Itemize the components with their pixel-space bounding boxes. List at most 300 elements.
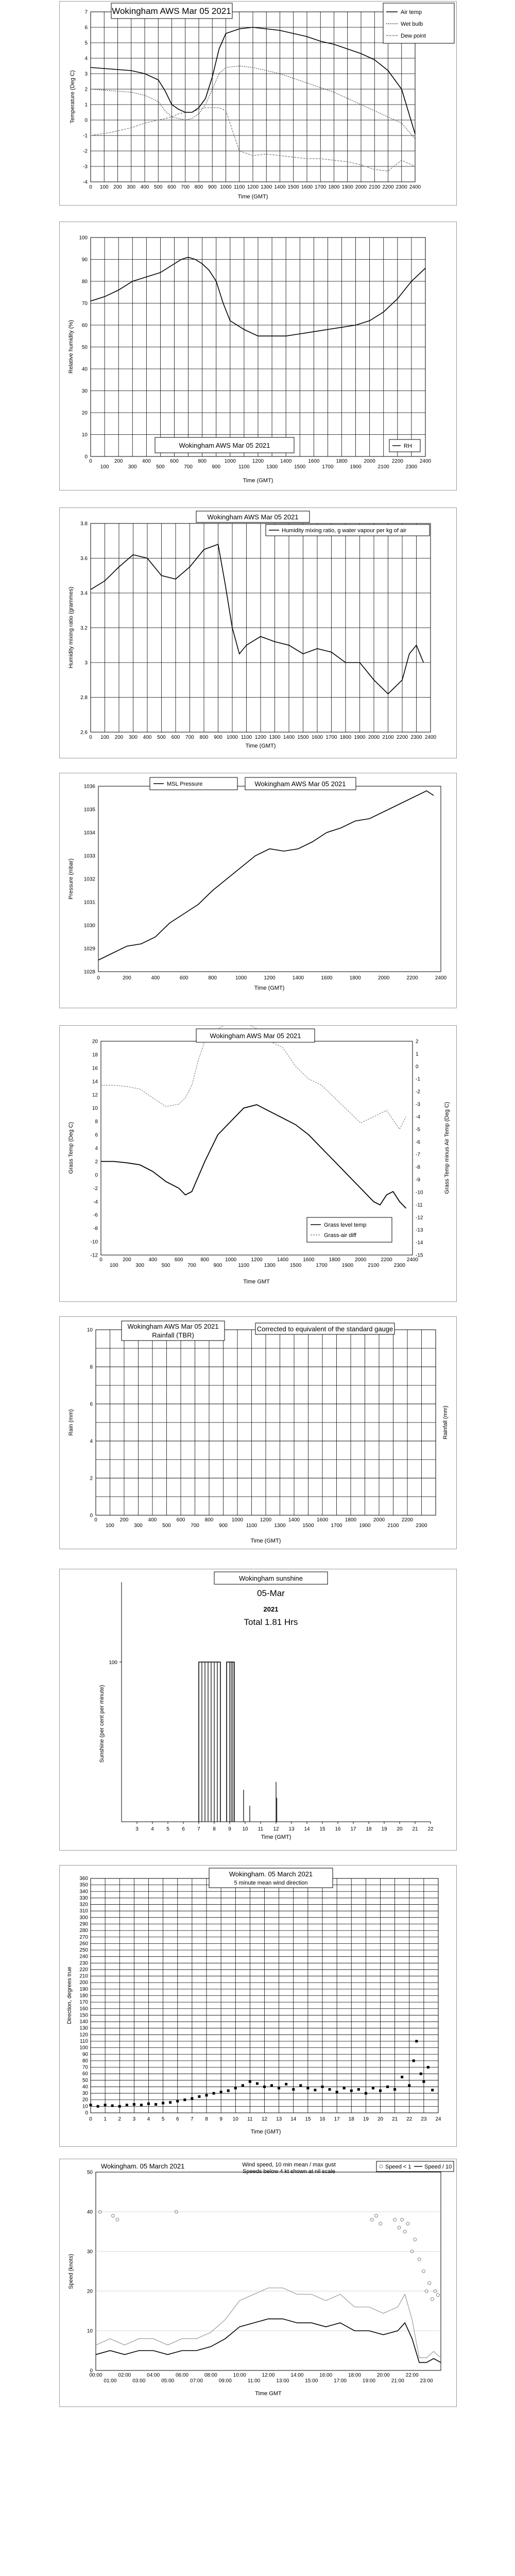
y-tick-label: 16 bbox=[92, 1065, 98, 1072]
x-tick-label: 8 bbox=[205, 2116, 208, 2122]
y-tick-label: -4 bbox=[416, 1114, 420, 1120]
y-tick-label: 20 bbox=[82, 2097, 88, 2103]
x-tick-label: 0 bbox=[89, 735, 92, 740]
x-tick-label: 20:00 bbox=[376, 2372, 390, 2378]
y-tick-label: 8 bbox=[95, 1119, 98, 1125]
grass-temp-chart bbox=[59, 1025, 457, 1302]
x-tick-label: 08:00 bbox=[204, 2372, 217, 2378]
x-tick-label: 1500 bbox=[290, 1263, 302, 1268]
x-tick-label: 500 bbox=[156, 464, 165, 470]
direction-point bbox=[357, 2088, 360, 2091]
sunshine-bar bbox=[201, 1662, 202, 1822]
direction-point bbox=[213, 2092, 215, 2095]
y-tick-label: 50 bbox=[81, 345, 88, 350]
y-tick-label: 250 bbox=[79, 1947, 88, 1954]
sunshine-bar bbox=[232, 1662, 233, 1822]
direction-point bbox=[292, 2088, 295, 2091]
x-tick-label: 15:00 bbox=[305, 2378, 318, 2384]
y-tick-label: 0 bbox=[90, 1513, 93, 1519]
x-tick-label: 0 bbox=[89, 459, 92, 464]
direction-point bbox=[299, 2084, 302, 2087]
y-tick-label: 3.8 bbox=[80, 521, 88, 527]
x-tick-label: 1200 bbox=[252, 459, 264, 464]
x-tick-label: 1700 bbox=[322, 464, 334, 470]
x-tick-label: 9 bbox=[228, 1826, 231, 1832]
x-tick-label: 18:00 bbox=[348, 2372, 362, 2378]
x-tick-label: 17:00 bbox=[334, 2378, 347, 2384]
x-tick-label: 00:00 bbox=[89, 2372, 102, 2378]
x-tick-label: 2200 bbox=[396, 735, 408, 740]
x-tick-label: 19 bbox=[363, 2116, 369, 2122]
x-tick-label: 13:00 bbox=[276, 2378, 289, 2384]
x-axis-label: Time (GMT) bbox=[254, 985, 285, 991]
x-tick-label: 5 bbox=[161, 2116, 165, 2122]
chart-title: Wokingham sunshine bbox=[238, 1574, 303, 1582]
y-axis-label: Pressure (mbar) bbox=[68, 858, 74, 900]
y-tick-label: 30 bbox=[87, 2249, 93, 2255]
x-tick-label: 1800 bbox=[328, 184, 340, 190]
x-tick-label: 1600 bbox=[321, 975, 333, 981]
direction-point bbox=[205, 2094, 208, 2096]
y-tick-label: 1035 bbox=[83, 807, 95, 813]
y-tick-label: 120 bbox=[79, 2032, 88, 2038]
speed-lt1-legend-label: Speed < 1 bbox=[385, 2164, 411, 2170]
x-tick-label: 400 bbox=[151, 975, 160, 981]
y-tick-label: 240 bbox=[79, 1954, 88, 1960]
chart-note: Speeds below 4 kt shown at nil scale bbox=[243, 2168, 335, 2175]
x-tick-label: 400 bbox=[143, 735, 152, 740]
x-tick-label: 1400 bbox=[288, 1517, 300, 1523]
x-tick-label: 1700 bbox=[331, 1523, 342, 1529]
wind-direction-chart bbox=[59, 1865, 457, 2147]
y-axis-label: Speed (knots) bbox=[68, 2253, 74, 2290]
y-tick-label: -11 bbox=[416, 1202, 423, 1208]
x-tick-label: 700 bbox=[181, 184, 190, 190]
x-tick-label: 2300 bbox=[405, 464, 418, 470]
direction-point bbox=[220, 2091, 222, 2093]
y-tick-label: -7 bbox=[416, 1152, 420, 1158]
x-tick-label: 2 bbox=[118, 2116, 122, 2122]
dew-point-legend-label: Dew point bbox=[401, 33, 426, 39]
x-tick-label: 100 bbox=[99, 184, 109, 190]
y-tick-label: 0 bbox=[90, 2368, 93, 2374]
chart-title: Wokingham AWS Mar 05 2021 bbox=[210, 1032, 301, 1040]
y-tick-label: 50 bbox=[87, 2170, 93, 2176]
x-tick-label: 13 bbox=[288, 1826, 295, 1832]
direction-point bbox=[372, 2087, 374, 2089]
y-tick-label: -4 bbox=[93, 1199, 98, 1205]
y-tick-label: 200 bbox=[79, 1980, 88, 1986]
x-tick-label: 22:00 bbox=[405, 2372, 419, 2378]
humidity-chart bbox=[59, 222, 457, 490]
x-tick-label: 1900 bbox=[341, 184, 353, 190]
direction-point bbox=[249, 2080, 251, 2083]
direction-point bbox=[111, 2105, 114, 2107]
y-tick-label: 340 bbox=[79, 1889, 88, 1895]
direction-point bbox=[413, 2059, 415, 2062]
x-tick-label: 500 bbox=[153, 184, 163, 190]
x-tick-label: 200 bbox=[114, 459, 123, 464]
y-tick-label: 10 bbox=[87, 1327, 93, 1333]
direction-point bbox=[285, 2083, 287, 2086]
x-tick-label: 1600 bbox=[301, 184, 313, 190]
x-axis-label: Time (GMT) bbox=[250, 2129, 281, 2135]
y-tick-label: 100 bbox=[79, 235, 88, 241]
y-tick-label: 70 bbox=[81, 301, 88, 307]
x-tick-label: 2400 bbox=[419, 459, 432, 464]
y-tick-label: 1036 bbox=[83, 784, 95, 790]
x-tick-label: 6 bbox=[176, 2116, 179, 2122]
humidity-chart-svg bbox=[60, 222, 456, 490]
y-axis-label: Grass Temp (Deg C) bbox=[68, 1122, 74, 1174]
x-tick-label: 12 bbox=[273, 1826, 279, 1832]
x-tick-label: 0 bbox=[97, 975, 100, 981]
pressure-chart-svg bbox=[60, 773, 456, 1008]
x-tick-label: 0 bbox=[94, 1517, 97, 1523]
x-tick-label: 15 bbox=[319, 1826, 325, 1832]
y-tick-label: 80 bbox=[81, 279, 88, 285]
x-tick-label: 100 bbox=[100, 735, 109, 740]
y-tick-label: 230 bbox=[79, 1960, 88, 1967]
y-tick-label: 20 bbox=[87, 2289, 93, 2295]
x-tick-label: 2400 bbox=[435, 975, 447, 981]
direction-point bbox=[191, 2097, 193, 2100]
wind-speed-chart-svg bbox=[60, 2159, 456, 2406]
y-tick-label: 180 bbox=[79, 1993, 88, 1999]
y-axis-label: Humidity mixing ratio (grammes) bbox=[68, 586, 74, 669]
x-tick-label: 300 bbox=[128, 464, 137, 470]
x-tick-label: 1100 bbox=[233, 184, 245, 190]
x-tick-label: 300 bbox=[127, 184, 136, 190]
direction-point bbox=[242, 2084, 244, 2087]
x-tick-label: 2200 bbox=[382, 184, 394, 190]
y-tick-label: 1 bbox=[416, 1051, 419, 1057]
chart-title: Wokingham. 05 March 2021 bbox=[229, 1870, 313, 1878]
x-tick-label: 1700 bbox=[325, 735, 337, 740]
x-tick-label: 1200 bbox=[251, 1257, 263, 1263]
x-tick-label: 1500 bbox=[294, 464, 306, 470]
direction-point bbox=[379, 2090, 382, 2092]
x-tick-label: 2400 bbox=[409, 184, 421, 190]
wet-bulb-legend-label: Wet bulb bbox=[401, 21, 423, 27]
y-tick-label: 0 bbox=[84, 117, 88, 124]
x-tick-label: 2100 bbox=[377, 464, 389, 470]
y-tick-label: -1 bbox=[416, 1076, 420, 1082]
y-tick-label: 300 bbox=[79, 1914, 88, 1921]
direction-point bbox=[329, 2088, 331, 2091]
x-tick-label: 1400 bbox=[283, 735, 295, 740]
y-tick-label: 30 bbox=[82, 2091, 88, 2097]
x-tick-label: 600 bbox=[174, 1257, 183, 1263]
x-tick-label: 1600 bbox=[311, 735, 323, 740]
x-tick-label: 21 bbox=[392, 2116, 398, 2122]
mixing-ratio-chart bbox=[59, 507, 457, 758]
x-tick-label: 2400 bbox=[424, 735, 437, 740]
x-tick-label: 1400 bbox=[280, 459, 292, 464]
y-tick-label: 14 bbox=[92, 1079, 98, 1085]
y-tick-label: 4 bbox=[84, 56, 88, 62]
x-tick-label: 800 bbox=[194, 184, 203, 190]
y-tick-label: -12 bbox=[416, 1215, 423, 1221]
x-tick-label: 400 bbox=[148, 1257, 158, 1263]
x-tick-label: 100 bbox=[109, 1263, 118, 1268]
y-axis-label-right: Rainfall (mm) bbox=[442, 1405, 449, 1439]
y-tick-label: 18 bbox=[92, 1052, 98, 1058]
y-tick-label: -3 bbox=[416, 1101, 420, 1108]
x-tick-label: 19:00 bbox=[362, 2378, 375, 2384]
x-tick-label: 12 bbox=[261, 2116, 268, 2122]
y-axis-label: Relative humidity (%) bbox=[68, 320, 74, 374]
y-tick-label: 10 bbox=[87, 2328, 93, 2334]
x-tick-label: 100 bbox=[100, 464, 109, 470]
air-temp-legend-label: Air temp bbox=[401, 9, 422, 15]
direction-point bbox=[278, 2087, 280, 2089]
y-tick-label: 0 bbox=[85, 2110, 88, 2116]
direction-point bbox=[263, 2086, 266, 2088]
x-tick-label: 3 bbox=[135, 1826, 139, 1832]
y-tick-label: -10 bbox=[90, 1239, 98, 1245]
x-tick-label: 9 bbox=[219, 2116, 222, 2122]
x-tick-label: 1800 bbox=[339, 735, 352, 740]
pressure-legend-label: MSL Pressure bbox=[167, 781, 203, 787]
x-tick-label: 2100 bbox=[387, 1523, 399, 1529]
direction-point bbox=[176, 2100, 179, 2103]
direction-point bbox=[306, 2087, 309, 2089]
y-tick-label: 3.2 bbox=[80, 625, 88, 631]
y-axis-label: Direction, degrees true bbox=[66, 1967, 73, 2024]
y-axis-label: Rain (mm) bbox=[68, 1409, 74, 1436]
x-tick-label: 16 bbox=[319, 2116, 325, 2122]
x-tick-label: 200 bbox=[123, 1257, 131, 1263]
x-tick-label: 2100 bbox=[368, 1263, 380, 1268]
x-tick-label: 1200 bbox=[247, 184, 259, 190]
sunshine-bar bbox=[227, 1662, 234, 1822]
x-tick-label: 1300 bbox=[274, 1523, 286, 1529]
x-tick-label: 800 bbox=[200, 1257, 210, 1263]
x-tick-label: 06:00 bbox=[175, 2372, 189, 2378]
direction-point bbox=[401, 2076, 403, 2078]
y-tick-label: -2 bbox=[93, 1185, 98, 1192]
x-tick-label: 23:00 bbox=[420, 2378, 433, 2384]
y-tick-label: 290 bbox=[79, 1921, 88, 1927]
direction-point bbox=[343, 2087, 346, 2089]
x-tick-label: 200 bbox=[113, 184, 122, 190]
x-tick-label: 2000 bbox=[355, 184, 367, 190]
x-tick-label: 1900 bbox=[359, 1523, 371, 1529]
y-tick-label: 1034 bbox=[83, 830, 95, 836]
x-tick-label: 2300 bbox=[393, 1263, 405, 1268]
direction-point bbox=[154, 2103, 157, 2106]
x-tick-label: 0 bbox=[99, 1257, 102, 1263]
y-tick-label: 20 bbox=[92, 1039, 98, 1045]
y-tick-label: 4 bbox=[95, 1146, 98, 1151]
y-tick-label: 170 bbox=[79, 1999, 88, 2006]
y-tick-label: -6 bbox=[416, 1139, 420, 1145]
x-tick-label: 1700 bbox=[316, 1263, 328, 1268]
x-tick-label: 16 bbox=[335, 1826, 341, 1832]
sunshine-bar bbox=[249, 1806, 250, 1822]
y-tick-label: 2 bbox=[416, 1039, 419, 1045]
chart-title: Wokingham AWS Mar 05 2021 bbox=[254, 780, 346, 788]
x-tick-label: 01:00 bbox=[104, 2378, 117, 2384]
x-tick-label: 500 bbox=[157, 735, 166, 740]
x-tick-label: 1400 bbox=[274, 184, 286, 190]
x-tick-label: 900 bbox=[214, 735, 222, 740]
y-tick-label: 210 bbox=[79, 1973, 88, 1979]
direction-point bbox=[422, 2080, 425, 2083]
direction-point bbox=[169, 2101, 171, 2104]
x-tick-label: 1000 bbox=[225, 1257, 237, 1263]
x-tick-label: 400 bbox=[140, 184, 149, 190]
x-tick-label: 2400 bbox=[406, 1257, 419, 1263]
year-label: 2021 bbox=[263, 1605, 279, 1613]
temperature-chart bbox=[59, 1, 457, 206]
chart-subtitle: Wind speed, 10 min mean / max gust bbox=[242, 2162, 336, 2168]
direction-point bbox=[314, 2089, 316, 2091]
x-tick-label: 1400 bbox=[277, 1257, 289, 1263]
y-tick-label: 60 bbox=[82, 2071, 88, 2077]
x-tick-label: 2300 bbox=[410, 735, 422, 740]
x-tick-label: 800 bbox=[204, 1517, 214, 1523]
x-tick-label: 1800 bbox=[349, 975, 361, 981]
x-tick-label: 600 bbox=[170, 459, 179, 464]
direction-point bbox=[415, 2040, 418, 2042]
y-tick-label: 260 bbox=[79, 1941, 88, 1947]
x-tick-label: 2100 bbox=[369, 184, 381, 190]
y-tick-label: 2 bbox=[95, 1159, 98, 1165]
x-tick-label: 2200 bbox=[401, 1517, 414, 1523]
x-tick-label: 11:00 bbox=[247, 2378, 261, 2384]
y-tick-label: 330 bbox=[79, 1895, 88, 1901]
y-tick-label: -4 bbox=[83, 179, 88, 185]
x-tick-label: 1000 bbox=[235, 975, 247, 981]
x-tick-label: 700 bbox=[184, 464, 193, 470]
direction-point bbox=[420, 2073, 422, 2075]
chart-title: Wokingham AWS Mar 05 2021 bbox=[112, 6, 231, 16]
direction-point bbox=[336, 2091, 338, 2093]
chart-title: Wokingham. 05 March 2021 bbox=[101, 2162, 185, 2170]
x-tick-label: 900 bbox=[219, 1523, 228, 1529]
y-tick-label: 100 bbox=[109, 1660, 117, 1666]
sunshine-chart bbox=[59, 1569, 457, 1851]
x-tick-label: 300 bbox=[129, 735, 138, 740]
x-tick-label: 18 bbox=[366, 1826, 372, 1832]
x-tick-label: 0 bbox=[89, 184, 92, 190]
direction-point bbox=[104, 2104, 107, 2106]
x-tick-label: 1000 bbox=[226, 735, 238, 740]
direction-point bbox=[256, 2082, 259, 2085]
x-tick-label: 300 bbox=[135, 1263, 144, 1268]
x-tick-label: 700 bbox=[191, 1523, 199, 1529]
y-tick-label: 140 bbox=[79, 2019, 88, 2025]
y-tick-label: 0 bbox=[84, 454, 88, 460]
speed-10-legend-label: Speed / 10 bbox=[424, 2164, 452, 2170]
x-tick-label: 02:00 bbox=[118, 2372, 131, 2378]
y-tick-label: 10 bbox=[82, 2104, 88, 2110]
y-tick-label: -8 bbox=[93, 1226, 98, 1232]
x-tick-label: 17 bbox=[350, 1826, 356, 1832]
direction-point bbox=[147, 2103, 150, 2105]
y-tick-label: 150 bbox=[79, 2012, 88, 2019]
x-tick-label: 1900 bbox=[350, 464, 362, 470]
x-tick-label: 400 bbox=[142, 459, 151, 464]
y-tick-label: 1 bbox=[84, 102, 88, 108]
x-tick-label: 1600 bbox=[316, 1517, 329, 1523]
direction-point bbox=[350, 2090, 353, 2092]
x-tick-label: 09:00 bbox=[218, 2378, 232, 2384]
x-tick-label: 16:00 bbox=[319, 2372, 333, 2378]
date-label: 05-Mar bbox=[257, 1588, 285, 1598]
x-tick-label: 1100 bbox=[241, 735, 252, 740]
y-tick-label: 320 bbox=[79, 1902, 88, 1908]
x-tick-label: 10 bbox=[242, 1826, 248, 1832]
y-tick-label: 30 bbox=[81, 388, 88, 394]
x-tick-label: 1100 bbox=[238, 464, 250, 470]
x-tick-label: 200 bbox=[114, 735, 124, 740]
x-tick-label: 07:00 bbox=[190, 2378, 203, 2384]
x-tick-label: 500 bbox=[162, 1523, 171, 1529]
y-tick-label: 3.4 bbox=[80, 590, 88, 597]
y-tick-label: 6 bbox=[95, 1132, 98, 1139]
y-tick-label: 40 bbox=[87, 2209, 93, 2215]
x-tick-label: 23 bbox=[421, 2116, 427, 2122]
x-tick-label: 21:00 bbox=[391, 2378, 404, 2384]
y-tick-label: 60 bbox=[81, 323, 88, 329]
y-tick-label: -9 bbox=[416, 1177, 420, 1183]
y-tick-label: -5 bbox=[416, 1127, 420, 1133]
wind-speed-chart bbox=[59, 2159, 457, 2407]
y-tick-label: 2.6 bbox=[80, 730, 88, 736]
x-tick-label: 2200 bbox=[381, 1257, 392, 1263]
x-tick-label: 600 bbox=[176, 1517, 185, 1523]
x-tick-label: 1200 bbox=[264, 975, 276, 981]
x-tick-label: 1200 bbox=[254, 735, 267, 740]
x-tick-label: 21 bbox=[412, 1826, 418, 1832]
x-tick-label: 6 bbox=[182, 1826, 185, 1832]
x-tick-label: 2000 bbox=[378, 975, 390, 981]
y-tick-label: -10 bbox=[416, 1190, 423, 1196]
sunshine-chart-svg bbox=[60, 1569, 456, 1850]
x-tick-label: 13 bbox=[276, 2116, 282, 2122]
x-tick-label: 4 bbox=[147, 2116, 150, 2122]
y-axis-label: Sunshine (per cent per minute) bbox=[99, 1685, 105, 1763]
x-tick-label: 800 bbox=[199, 735, 209, 740]
y-tick-label: 12 bbox=[92, 1092, 98, 1098]
x-tick-label: 14 bbox=[304, 1826, 310, 1832]
y-tick-label: 190 bbox=[79, 1986, 88, 1992]
x-tick-label: 900 bbox=[213, 1263, 222, 1268]
x-tick-label: 400 bbox=[148, 1517, 157, 1523]
direction-point bbox=[140, 2104, 143, 2106]
x-tick-label: 500 bbox=[161, 1263, 170, 1268]
x-tick-label: 1 bbox=[104, 2116, 107, 2122]
pressure-chart bbox=[59, 773, 457, 1008]
x-tick-label: 700 bbox=[187, 1263, 196, 1268]
y-tick-label: 280 bbox=[79, 1928, 88, 1934]
x-tick-label: 600 bbox=[179, 975, 188, 981]
y-tick-label: 350 bbox=[79, 1882, 88, 1888]
y-tick-label: -14 bbox=[416, 1240, 423, 1246]
y-tick-label: 2.8 bbox=[80, 695, 88, 701]
direction-point bbox=[321, 2086, 324, 2088]
y-tick-label: 1030 bbox=[83, 923, 95, 929]
y-tick-label: 20 bbox=[81, 410, 88, 416]
y-tick-label: -8 bbox=[416, 1164, 420, 1171]
y-tick-label: 0 bbox=[95, 1172, 98, 1178]
x-tick-label: 2200 bbox=[406, 975, 418, 981]
direction-point bbox=[386, 2086, 389, 2088]
direction-point bbox=[118, 2105, 121, 2108]
